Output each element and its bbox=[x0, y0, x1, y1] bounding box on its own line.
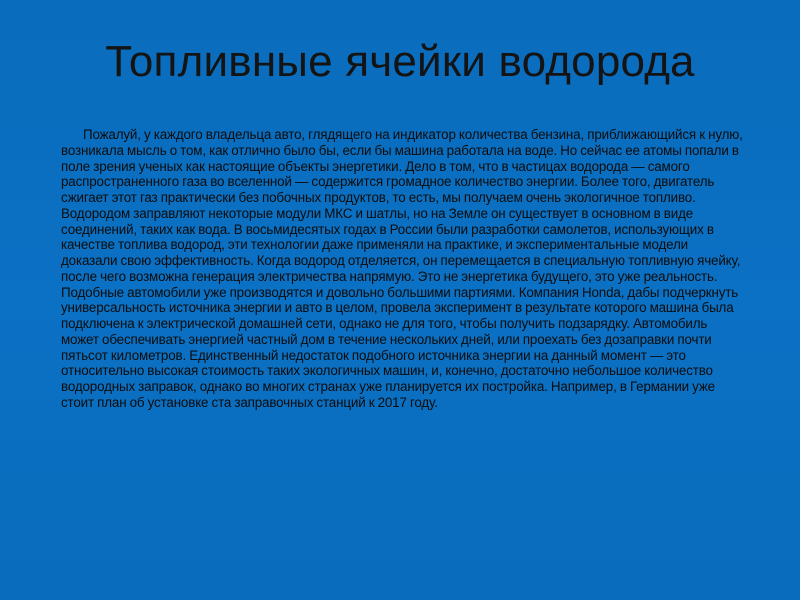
slide-body-text: Пожалуй, у каждого владельца авто, глядящего на индикатор количества бензина, приближающийся к нулю, возникала мысль о том, как отлично было бы, если бы машина работала на воде. Но сейчас ее атомы попали в поле зрения ученых как настоящие объекты энергетики. Дело в том, что в частицах водорода — самого распространенного газа во вселенной — содержится громадное количество энергии. Более того, двигатель сжигает этот газ практически без побочных продуктов, то есть, мы получаем очень экологичное топливо. Водородом заправляют некоторые модули МКС и шатлы, но на Земле он существует в основном в виде соединений, таких как вода. В восьмидесятых годах в России были разработки самолетов, использующих в качестве топлива водород, эти технологии даже применяли на практике, и экспериментальные модели доказали свою эффективность. Когда водород отделяется, он перемещается в специальную топливную ячейку, после чего возможна генерация электричества напрямую. Это не энергетика будущего, это уже реальность. Подобные автомобили уже производятся и довольно большими партиями. Компания Honda, дабы подчеркнуть универсальность источника энергии и авто в целом, провела эксперимент в результате которого машина была подключена к электрической домашней сети, однако не для того, чтобы получить подзарядку. Автомобиль может обеспечивать энергией частный дом в течение нескольких дней, или проехать без дозаправки почти пятьсот километров. Единственный недостаток подобного источника энергии на данный момент — это относительно высокая стоимость таких экологичных машин, и, конечно, достаточно небольшое количество водородных заправок, однако во многих странах уже планируется их постройка. Например, в Германии уже стоит план об установке ста заправочных станций к 2017 году. bbox=[61, 127, 743, 410]
slide-title: Топливные ячейки водорода bbox=[105, 37, 695, 86]
